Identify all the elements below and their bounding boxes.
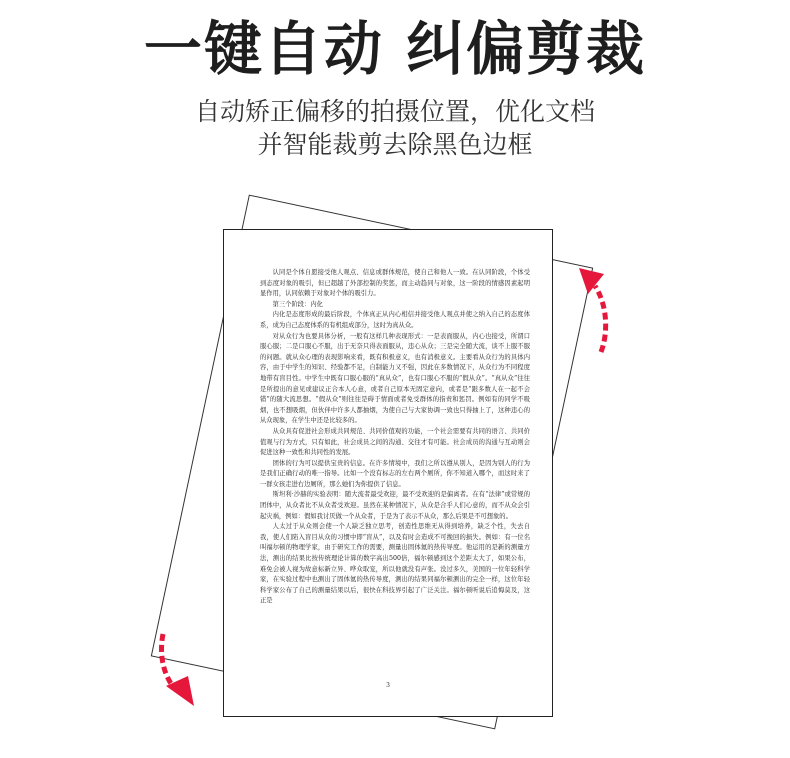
doc-paragraph-8: 人太过于从众则会使一个人缺乏独立思考，创造性思维无从得到培养，缺乏个性，失去自我，使人们陷入盲目从众的习惯中即“盲从”，以及有时会造成不可挽回的损失。例如：有一位名叫福尔顿的物理学家，由于研究工作的需要，测量出固体氦的热传导度。他运用的是新的测量方法，测出的结果比按传统理论计算的数字高出500倍，福尔顿感到这个差距太大了，如果公布，难免会被人视为故意标新立异、哗众取宠，所以他就没有声张。没过多久，美国的一位年轻科学家，在实验过程中也测出了固体氦的热传导度，测出的结果同福尔顿测出的完全一样，这位年轻科学家公布了自己的测量结果以后，很快在科技界引起了广泛关注。福尔顿听说后追悔莫及，这正是 <box>260 523 530 605</box>
doc-paragraph-5: 从众具有促进社会形成共同规范、共同价值观的功能，一个社会需要有共同的语言、共同价值观与行为方式，只有如此，社会成员之间的沟通、交往才有可能。社会成员的沟通与互动则会促进这种一致性和共同性的发展。 <box>260 427 530 457</box>
page-number: 3 <box>386 682 390 690</box>
headline-title: 一键自动 纠偏剪裁 <box>143 15 647 83</box>
doc-paragraph-4: 对从众行为也要具体分析，一般有这样几种表现形式：一是表面服从，内心也接受，所谓口服心服；二是口服心不服，出于无奈只得表面服从，违心从众；三是完全随大流，谈不上服不服的问题。就从众心理的表现影响来看，既有积极意义，也有消极意义。主要看从众行为的具体内容，由于中学生的知识、经验都不足，自制能力又不强，因此在多数情况下，从众行为不同程度地带有盲目性。中学生中既有口服心服的“真从众”，也有口服心不服的“假从众”。“真从众”往往是所提出的意见或建议正合本人心意，或者自己原本无固定意向，或者是“跟多数人在一起不会错”的随大流思想。“假从众”则往往是碍于情面或者免受群体的指责和惩罚。例如有的同学不吸烟，也不想吸烟，但伙伴中许多人都抽烟，为使自己与大家协调一致也只得抽上了，这种违心的从众现象，在学生中还是比较多的。 <box>260 332 530 425</box>
doc-paragraph-2: 第三个阶段：内化 <box>272 300 323 308</box>
rotate-arrow-left-icon <box>150 630 198 710</box>
corrected-document-page <box>223 229 553 717</box>
doc-paragraph-3: 内化是态度形成的最后阶段，个体真正从内心相信并接受他人观点并使之纳入自己的态度体系，成为自己态度体系的有机组成部分，这时为真从众。 <box>260 311 530 329</box>
doc-paragraph-6: 团体的行为可以提供宝贵的信息。在许多情境中，我们之所以遵从别人，是因为别人的行为是我们正确行动的唯一指导。比如一个没有标志的左右两个厕所，你不知道入哪个，而这时来了一群女孩走进右边厕所，那么她们为你提供了信息。 <box>260 459 530 488</box>
doc-paragraph-1: 认同是个体自愿接受他人观点、信息或群体规范，使自己和他人一致。在认同阶段，个体受到态度对象的吸引，但已超越了外部控制的奖惩，而主动趋同与对象，这一阶段的情感因素起明显作用，认同依赖于对象对个体的吸引力。 <box>260 269 530 298</box>
subtitle-line-1: 自动矫正偏移的拍摄位置，优化文档 <box>194 97 595 126</box>
subtitle-line-2: 并智能裁剪去除黑色边框 <box>257 130 533 159</box>
rotate-arrow-right-icon <box>574 262 620 356</box>
doc-paragraph-7: 斯坦利·沙赫的实验表明：随大流者最受欢迎，最不受欢迎的是偏离者。在有“法律”或常规的团体中，从众者比不从众者受欢迎。虽然在某种情况下，从众是合乎人们心意的，而不从众会引起灾祸，例如：假如我讨厌做一个从众者，于是为了表示不从众，那么后果是不可想象的。 <box>260 491 530 520</box>
